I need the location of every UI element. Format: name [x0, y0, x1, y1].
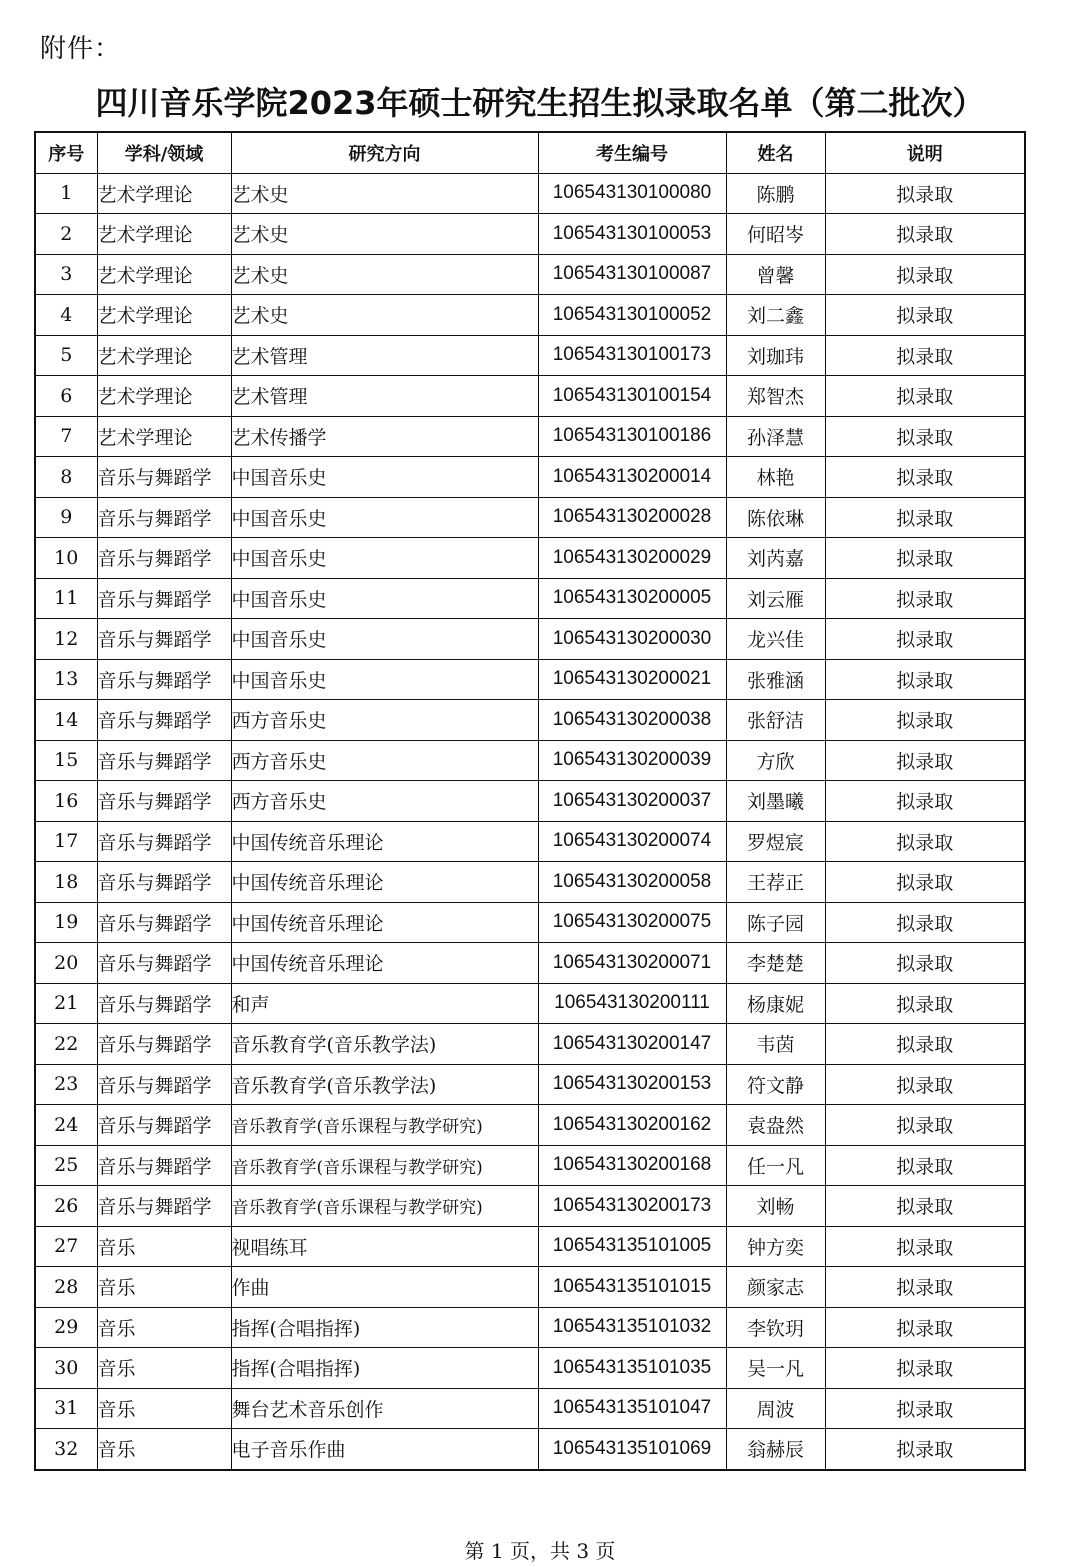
- row-exam-id: 106543130200005: [538, 578, 726, 619]
- row-number: 1: [35, 173, 97, 214]
- row-number: 12: [35, 619, 97, 660]
- row-field: 音乐与舞蹈学: [97, 659, 231, 700]
- row-field: 音乐与舞蹈学: [97, 821, 231, 862]
- attachment-label: 附件：: [40, 34, 122, 64]
- row-name: 刘珈玮: [726, 335, 825, 376]
- row-number: 10: [35, 538, 97, 579]
- row-name: 任一凡: [726, 1145, 825, 1186]
- row-name: 韦茵: [726, 1024, 825, 1065]
- table-row: [35, 781, 1025, 822]
- row-exam-id: 106543130200173: [538, 1186, 726, 1227]
- row-number: 22: [35, 1024, 97, 1065]
- row-name: 曾馨: [726, 254, 825, 295]
- table-header-row: [35, 132, 1025, 173]
- table-row: [35, 740, 1025, 781]
- row-note: 拟录取: [825, 862, 1025, 903]
- page-footer: 第 1 页，共 3 页: [464, 1539, 616, 1563]
- row-direction: 指挥(合唱指挥): [231, 1307, 538, 1348]
- header-field: 学科/领域: [97, 132, 231, 173]
- table-row: [35, 497, 1025, 538]
- row-exam-id: 106543130100053: [538, 214, 726, 255]
- row-exam-id: 106543130200029: [538, 538, 726, 579]
- row-field: 音乐与舞蹈学: [97, 862, 231, 903]
- table-row: [35, 416, 1025, 457]
- row-name: 吴一凡: [726, 1348, 825, 1389]
- row-number: 11: [35, 578, 97, 619]
- row-direction: 电子音乐作曲: [231, 1429, 538, 1470]
- row-field: 音乐: [97, 1429, 231, 1470]
- row-note: 拟录取: [825, 943, 1025, 984]
- table-row: [35, 862, 1025, 903]
- row-number: 18: [35, 862, 97, 903]
- row-direction: 舞台艺术音乐创作: [231, 1388, 538, 1429]
- row-direction: 艺术史: [231, 295, 538, 336]
- row-direction: 中国传统音乐理论: [231, 902, 538, 943]
- row-field: 音乐: [97, 1388, 231, 1429]
- row-number: 7: [35, 416, 97, 457]
- row-field: 音乐与舞蹈学: [97, 619, 231, 660]
- header-note: 说明: [825, 132, 1025, 173]
- row-field: 音乐与舞蹈学: [97, 1024, 231, 1065]
- row-field: 艺术学理论: [97, 376, 231, 417]
- row-direction: 西方音乐史: [231, 781, 538, 822]
- row-field: 音乐: [97, 1226, 231, 1267]
- row-number: 27: [35, 1226, 97, 1267]
- row-name: 周波: [726, 1388, 825, 1429]
- row-number: 3: [35, 254, 97, 295]
- row-exam-id: 106543130200075: [538, 902, 726, 943]
- row-exam-id: 106543135101032: [538, 1307, 726, 1348]
- table-row: [35, 1145, 1025, 1186]
- row-note: 拟录取: [825, 254, 1025, 295]
- row-name: 陈鹏: [726, 173, 825, 214]
- row-exam-id: 106543130100173: [538, 335, 726, 376]
- row-note: 拟录取: [825, 983, 1025, 1024]
- row-direction: 艺术管理: [231, 335, 538, 376]
- row-note: 拟录取: [825, 497, 1025, 538]
- row-field: 音乐: [97, 1307, 231, 1348]
- row-number: 13: [35, 659, 97, 700]
- table-row: [35, 821, 1025, 862]
- row-number: 19: [35, 902, 97, 943]
- row-name: 翁赫辰: [726, 1429, 825, 1470]
- row-direction: 指挥(合唱指挥): [231, 1348, 538, 1389]
- row-direction: 作曲: [231, 1267, 538, 1308]
- row-name: 颜家志: [726, 1267, 825, 1308]
- table-row: [35, 1307, 1025, 1348]
- header-exam-id: 考生编号: [538, 132, 726, 173]
- row-note: 拟录取: [825, 1145, 1025, 1186]
- row-number: 15: [35, 740, 97, 781]
- table-row: [35, 1105, 1025, 1146]
- row-name: 刘墨曦: [726, 781, 825, 822]
- header-name: 姓名: [726, 132, 825, 173]
- row-exam-id: 106543130200030: [538, 619, 726, 660]
- row-direction: 西方音乐史: [231, 740, 538, 781]
- row-note: 拟录取: [825, 1348, 1025, 1389]
- row-direction: 中国音乐史: [231, 457, 538, 498]
- row-number: 17: [35, 821, 97, 862]
- row-name: 张雅涵: [726, 659, 825, 700]
- row-direction: 音乐教育学(音乐教学法): [231, 1064, 538, 1105]
- row-field: 音乐与舞蹈学: [97, 1186, 231, 1227]
- row-note: 拟录取: [825, 214, 1025, 255]
- row-field: 音乐与舞蹈学: [97, 457, 231, 498]
- row-direction: 中国音乐史: [231, 659, 538, 700]
- row-note: 拟录取: [825, 1064, 1025, 1105]
- row-field: 艺术学理论: [97, 254, 231, 295]
- row-direction: 音乐教育学(音乐课程与教学研究): [231, 1145, 538, 1186]
- row-field: 音乐与舞蹈学: [97, 781, 231, 822]
- table-row: [35, 1348, 1025, 1389]
- row-direction: 视唱练耳: [231, 1226, 538, 1267]
- row-note: 拟录取: [825, 659, 1025, 700]
- row-exam-id: 106543130200028: [538, 497, 726, 538]
- table-body: [35, 173, 1025, 1470]
- row-name: 钟方奕: [726, 1226, 825, 1267]
- row-exam-id: 106543130200168: [538, 1145, 726, 1186]
- row-direction: 音乐教育学(音乐教学法): [231, 1024, 538, 1065]
- row-field: 音乐: [97, 1348, 231, 1389]
- row-note: 拟录取: [825, 1024, 1025, 1065]
- row-number: 4: [35, 295, 97, 336]
- row-exam-id: 106543130200039: [538, 740, 726, 781]
- row-name: 李钦玥: [726, 1307, 825, 1348]
- row-field: 艺术学理论: [97, 335, 231, 376]
- row-number: 25: [35, 1145, 97, 1186]
- row-note: 拟录取: [825, 740, 1025, 781]
- table-row: [35, 700, 1025, 741]
- row-exam-id: 106543130200071: [538, 943, 726, 984]
- table-row: [35, 538, 1025, 579]
- row-exam-id: 106543130200014: [538, 457, 726, 498]
- row-direction: 中国音乐史: [231, 497, 538, 538]
- row-number: 2: [35, 214, 97, 255]
- row-number: 31: [35, 1388, 97, 1429]
- row-direction: 艺术史: [231, 214, 538, 255]
- table-row: [35, 1226, 1025, 1267]
- row-number: 26: [35, 1186, 97, 1227]
- table-row: [35, 1186, 1025, 1227]
- row-exam-id: 106543130200153: [538, 1064, 726, 1105]
- row-number: 28: [35, 1267, 97, 1308]
- table-row: [35, 1429, 1025, 1470]
- row-exam-id: 106543135101069: [538, 1429, 726, 1470]
- row-note: 拟录取: [825, 416, 1025, 457]
- row-exam-id: 106543130200037: [538, 781, 726, 822]
- row-number: 24: [35, 1105, 97, 1146]
- row-exam-id: 106543130100087: [538, 254, 726, 295]
- row-direction: 音乐教育学(音乐课程与教学研究): [231, 1186, 538, 1227]
- row-note: 拟录取: [825, 1307, 1025, 1348]
- table-row: [35, 619, 1025, 660]
- row-exam-id: 106543135101015: [538, 1267, 726, 1308]
- row-direction: 艺术传播学: [231, 416, 538, 457]
- document-title: 四川音乐学院2023年硕士研究生招生拟录取名单（第二批次）: [95, 84, 985, 122]
- row-direction: 和声: [231, 983, 538, 1024]
- row-exam-id: 106543130200162: [538, 1105, 726, 1146]
- table-row: [35, 983, 1025, 1024]
- row-field: 音乐与舞蹈学: [97, 1105, 231, 1146]
- row-name: 刘云雁: [726, 578, 825, 619]
- row-field: 艺术学理论: [97, 173, 231, 214]
- row-exam-id: 106543130200038: [538, 700, 726, 741]
- row-direction: 中国传统音乐理论: [231, 943, 538, 984]
- table-row: [35, 1267, 1025, 1308]
- row-exam-id: 106543130200074: [538, 821, 726, 862]
- row-name: 方欣: [726, 740, 825, 781]
- row-field: 音乐与舞蹈学: [97, 578, 231, 619]
- row-note: 拟录取: [825, 700, 1025, 741]
- row-direction: 音乐教育学(音乐课程与教学研究): [231, 1105, 538, 1146]
- admission-table: [34, 131, 1026, 1471]
- row-number: 23: [35, 1064, 97, 1105]
- table-row: [35, 214, 1025, 255]
- table-row: [35, 295, 1025, 336]
- row-exam-id: 106543130100052: [538, 295, 726, 336]
- row-direction: 中国音乐史: [231, 619, 538, 660]
- row-name: 林艳: [726, 457, 825, 498]
- row-exam-id: 106543130200147: [538, 1024, 726, 1065]
- row-exam-id: 10654313010008​0: [538, 173, 726, 214]
- row-direction: 艺术史: [231, 173, 538, 214]
- row-direction: 中国音乐史: [231, 538, 538, 579]
- table-row: [35, 457, 1025, 498]
- row-name: 郑智杰: [726, 376, 825, 417]
- row-direction: 艺术管理: [231, 376, 538, 417]
- row-exam-id: 106543130100186: [538, 416, 726, 457]
- table-row: [35, 902, 1025, 943]
- row-note: 拟录取: [825, 173, 1025, 214]
- table-row: [35, 1388, 1025, 1429]
- row-note: 拟录取: [825, 376, 1025, 417]
- row-note: 拟录取: [825, 1226, 1025, 1267]
- row-direction: 中国传统音乐理论: [231, 821, 538, 862]
- row-name: 王荐正: [726, 862, 825, 903]
- row-note: 拟录取: [825, 295, 1025, 336]
- row-name: 何昭岑: [726, 214, 825, 255]
- table-row: [35, 335, 1025, 376]
- row-number: 21: [35, 983, 97, 1024]
- row-field: 音乐与舞蹈学: [97, 943, 231, 984]
- row-note: 拟录取: [825, 1388, 1025, 1429]
- table-row: [35, 659, 1025, 700]
- row-note: 拟录取: [825, 781, 1025, 822]
- row-direction: 中国音乐史: [231, 578, 538, 619]
- row-exam-id: 106543135101047: [538, 1388, 726, 1429]
- row-name: 陈子园: [726, 902, 825, 943]
- row-number: 9: [35, 497, 97, 538]
- header-direction: 研究方向: [231, 132, 538, 173]
- row-direction: 中国传统音乐理论: [231, 862, 538, 903]
- row-name: 罗煜宸: [726, 821, 825, 862]
- row-exam-id: 106543130200111: [538, 983, 726, 1024]
- row-note: 拟录取: [825, 1105, 1025, 1146]
- row-number: 6: [35, 376, 97, 417]
- table-row: [35, 1064, 1025, 1105]
- row-name: 孙泽慧: [726, 416, 825, 457]
- row-field: 音乐: [97, 1267, 231, 1308]
- row-note: 拟录取: [825, 335, 1025, 376]
- row-name: 刘芮嘉: [726, 538, 825, 579]
- row-field: 音乐与舞蹈学: [97, 1145, 231, 1186]
- row-name: 龙兴佳: [726, 619, 825, 660]
- row-field: 艺术学理论: [97, 214, 231, 255]
- row-note: 拟录取: [825, 1429, 1025, 1470]
- row-note: 拟录取: [825, 1186, 1025, 1227]
- row-field: 音乐与舞蹈学: [97, 497, 231, 538]
- row-number: 5: [35, 335, 97, 376]
- row-name: 陈依琳: [726, 497, 825, 538]
- row-note: 拟录取: [825, 619, 1025, 660]
- row-note: 拟录取: [825, 821, 1025, 862]
- row-number: 8: [35, 457, 97, 498]
- row-exam-id: 106543135101005: [538, 1226, 726, 1267]
- row-name: 符文静: [726, 1064, 825, 1105]
- row-name: 刘二鑫: [726, 295, 825, 336]
- row-name: 张舒洁: [726, 700, 825, 741]
- row-direction: 西方音乐史: [231, 700, 538, 741]
- table-row: [35, 254, 1025, 295]
- row-number: 32: [35, 1429, 97, 1470]
- row-number: 20: [35, 943, 97, 984]
- row-exam-id: 106543130100154: [538, 376, 726, 417]
- row-note: 拟录取: [825, 1267, 1025, 1308]
- row-field: 音乐与舞蹈学: [97, 740, 231, 781]
- row-exam-id: 106543135101035: [538, 1348, 726, 1389]
- row-number: 16: [35, 781, 97, 822]
- row-field: 艺术学理论: [97, 416, 231, 457]
- row-name: 李楚楚: [726, 943, 825, 984]
- row-note: 拟录取: [825, 578, 1025, 619]
- row-note: 拟录取: [825, 902, 1025, 943]
- row-field: 音乐与舞蹈学: [97, 902, 231, 943]
- row-field: 音乐与舞蹈学: [97, 1064, 231, 1105]
- row-field: 音乐与舞蹈学: [97, 700, 231, 741]
- row-note: 拟录取: [825, 538, 1025, 579]
- row-field: 艺术学理论: [97, 295, 231, 336]
- row-direction: 艺术史: [231, 254, 538, 295]
- row-name: 袁盎然: [726, 1105, 825, 1146]
- row-exam-id: 106543130200021: [538, 659, 726, 700]
- row-name: 杨康妮: [726, 983, 825, 1024]
- row-number: 29: [35, 1307, 97, 1348]
- table-row: [35, 173, 1025, 214]
- row-field: 音乐与舞蹈学: [97, 538, 231, 579]
- row-exam-id: 106543130200058: [538, 862, 726, 903]
- row-number: 14: [35, 700, 97, 741]
- row-name: 刘畅: [726, 1186, 825, 1227]
- table-row: [35, 943, 1025, 984]
- table-row: [35, 1024, 1025, 1065]
- table-row: [35, 578, 1025, 619]
- table-row: [35, 376, 1025, 417]
- row-field: 音乐与舞蹈学: [97, 983, 231, 1024]
- header-no: 序号: [35, 132, 97, 173]
- row-note: 拟录取: [825, 457, 1025, 498]
- row-number: 30: [35, 1348, 97, 1389]
